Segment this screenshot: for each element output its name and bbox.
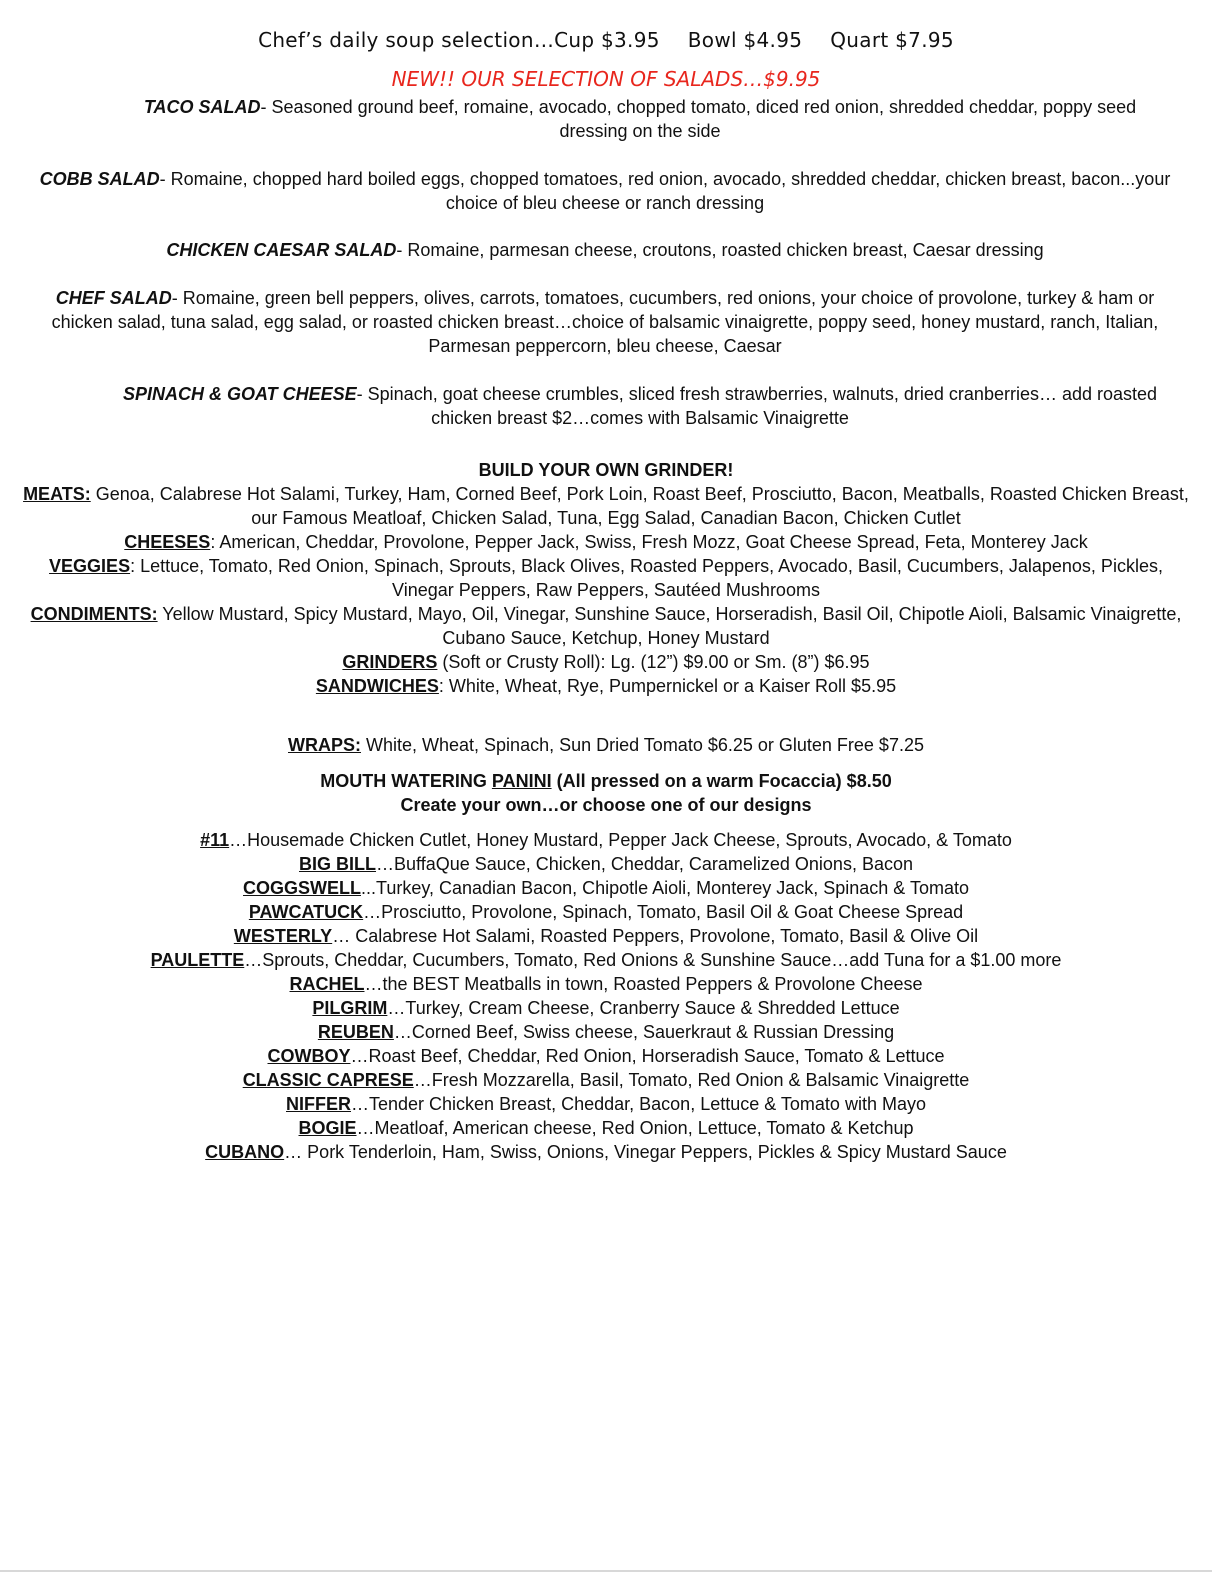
salad-item-chef xyxy=(30,286,1180,358)
salads-heading: NEW!! OUR SELECTION OF SALADS…$9.95 xyxy=(391,67,821,91)
condiments-list: Yellow Mustard, Spicy Mustard, Mayo, Oil, Vinegar, Sunshine Sauce, Horseradish, Basil Oil, Chipotle Aioli, Balsamic Vinaigrette, Cubano Sauce, Ketchup, Honey Mustard xyxy=(157,604,1182,648)
soup-cup-price: Chef’s daily soup selection…Cup $3.95 xyxy=(258,28,660,52)
cheeses-row xyxy=(20,530,1192,554)
page-bottom-divider xyxy=(0,1570,1212,1572)
list-item xyxy=(20,972,1192,996)
design-name: PAWCATUCK xyxy=(248,902,364,922)
grinders-price: (Soft or Crusty Roll): Lg. (12”) $9.00 or Sm. (8”) $6.95 xyxy=(437,652,870,672)
salad-item-caesar xyxy=(30,238,1180,262)
cheeses-label: CHEESES xyxy=(124,532,211,552)
soup-quart-price: Quart $7.95 xyxy=(830,28,954,52)
salad-desc: - Romaine, chopped hard boiled eggs, chopped tomatoes, red onion, avocado, shredded cheddar, chicken breast, bacon...your choice of bleu cheese or ranch dressing xyxy=(159,169,1171,213)
sandwiches-price: : White, Wheat, Rye, Pumpernickel or a Kaiser Roll $5.95 xyxy=(438,676,897,696)
design-desc: …Corned Beef, Swiss cheese, Sauerkraut & Russian Dressing xyxy=(393,1022,895,1042)
wraps-price: White, Wheat, Spinach, Sun Dried Tomato $6.25 or Gluten Free $7.25 xyxy=(361,735,924,755)
salad-name: TACO SALAD xyxy=(143,97,261,117)
list-item xyxy=(20,1044,1192,1068)
panini-word: PANINI xyxy=(491,771,552,791)
list-item xyxy=(20,900,1192,924)
salad-item-cobb xyxy=(30,167,1180,215)
salad-desc: - Romaine, green bell peppers, olives, carrots, tomatoes, cucumbers, red onions, your choice of provolone, turkey & ham or chicken salad, tuna salad, egg salad, or roasted chicken breast…choice of balsamic vinaigrette, poppy seed, honey mustard, ranch, Italian, Parmesan peppercorn, bleu cheese, Caesar xyxy=(51,288,1159,356)
panini-designs xyxy=(20,828,1192,1164)
salad-desc: - Spinach, goat cheese crumbles, sliced fresh strawberries, walnuts, dried cranberries… add roasted chicken breast $2…comes with Balsamic Vinaigrette xyxy=(356,384,1158,428)
salad-desc: - Seasoned ground beef, romaine, avocado, chopped tomato, diced red onion, shredded cheddar, poppy seed dressing on the side xyxy=(260,97,1137,141)
design-name: PILGRIM xyxy=(312,998,388,1018)
salad-item-spinach xyxy=(100,382,1180,430)
list-item xyxy=(20,1068,1192,1092)
panini-subtitle: Create your own…or choose one of our designs xyxy=(400,795,812,815)
design-desc: …BuffaQue Sauce, Chicken, Cheddar, Caramelized Onions, Bacon xyxy=(376,854,913,874)
design-name: REUBEN xyxy=(317,1022,394,1042)
list-item xyxy=(20,1020,1192,1044)
sandwiches-label: SANDWICHES xyxy=(315,676,439,696)
list-item xyxy=(20,924,1192,948)
list-item xyxy=(20,1116,1192,1140)
sandwiches-row xyxy=(20,674,1192,698)
veggies-row xyxy=(20,554,1192,602)
design-desc: … Calabrese Hot Salami, Roasted Peppers, Provolone, Tomato, Basil & Olive Oil xyxy=(332,926,979,946)
design-desc: …Sprouts, Cheddar, Cucumbers, Tomato, Red Onions & Sunshine Sauce…add Tuna for a $1.00 more xyxy=(244,950,1062,970)
design-name: BIG BILL xyxy=(299,854,377,874)
grinders-label: GRINDERS xyxy=(342,652,438,672)
design-name: PAULETTE xyxy=(150,950,245,970)
condiments-label: CONDIMENTS: xyxy=(30,604,158,624)
list-item xyxy=(20,996,1192,1020)
salad-name: CHICKEN CAESAR SALAD xyxy=(166,240,397,260)
design-desc: …Roast Beef, Cheddar, Red Onion, Horseradish Sauce, Tomato & Lettuce xyxy=(350,1046,945,1066)
list-item xyxy=(20,828,1192,852)
design-name: COGGSWELL xyxy=(243,878,361,898)
design-desc: …the BEST Meatballs in town, Roasted Peppers & Provolone Cheese xyxy=(364,974,923,994)
design-desc: ...Turkey, Canadian Bacon, Chipotle Aioli, Monterey Jack, Spinach & Tomato xyxy=(361,878,969,898)
design-name: WESTERLY xyxy=(233,926,333,946)
veggies-label: VEGGIES xyxy=(49,556,131,576)
panini-title xyxy=(20,769,1192,793)
list-item xyxy=(20,852,1192,876)
list-item xyxy=(20,1092,1192,1116)
meats-row xyxy=(20,482,1192,530)
wraps-label: WRAPS: xyxy=(288,735,361,755)
design-desc: … Pork Tenderloin, Ham, Swiss, Onions, Vinegar Peppers, Pickles & Spicy Mustard Sauce xyxy=(284,1142,1007,1162)
design-name: BOGIE xyxy=(298,1118,357,1138)
salad-item-taco xyxy=(110,95,1170,143)
design-name: #11 xyxy=(200,830,230,850)
design-desc: …Meatloaf, American cheese, Red Onion, Lettuce, Tomato & Ketchup xyxy=(356,1118,914,1138)
salad-name: COBB SALAD xyxy=(39,169,160,189)
panini-heading xyxy=(20,769,1192,817)
design-name: COWBOY xyxy=(267,1046,351,1066)
grinder-title: BUILD YOUR OWN GRINDER! xyxy=(478,460,734,480)
grinders-row xyxy=(20,650,1192,674)
design-name: CLASSIC CAPRESE xyxy=(242,1070,414,1090)
grinder-ingredients xyxy=(20,482,1192,698)
panini-title-post: (All pressed on a warm Focaccia) $8.50 xyxy=(551,771,892,791)
condiments-row xyxy=(20,602,1192,650)
design-desc: …Fresh Mozzarella, Basil, Tomato, Red Onion & Balsamic Vinaigrette xyxy=(413,1070,970,1090)
design-name: RACHEL xyxy=(289,974,365,994)
panini-title-pre: MOUTH WATERING xyxy=(320,771,492,791)
design-desc: …Housemade Chicken Cutlet, Honey Mustard, Pepper Jack Cheese, Sprouts, Avocado, & Tomato xyxy=(229,830,1012,850)
design-desc: …Turkey, Cream Cheese, Cranberry Sauce & Shredded Lettuce xyxy=(387,998,900,1018)
design-name: CUBANO xyxy=(205,1142,285,1162)
cheeses-list: : American, Cheddar, Provolone, Pepper Jack, Swiss, Fresh Mozz, Goat Cheese Spread, Feta, Monterey Jack xyxy=(210,532,1088,552)
list-item xyxy=(20,876,1192,900)
salad-desc: - Romaine, parmesan cheese, croutons, roasted chicken breast, Caesar dressing xyxy=(396,240,1044,260)
wraps-row xyxy=(20,733,1192,757)
veggies-list: : Lettuce, Tomato, Red Onion, Spinach, Sprouts, Black Olives, Roasted Peppers, Avocado, Basil, Cucumbers, Jalapenos, Pickles, Vinegar Peppers, Raw Peppers, Sautéed Mushrooms xyxy=(130,556,1163,600)
soup-line xyxy=(0,28,1212,52)
list-item xyxy=(20,948,1192,972)
meats-list: Genoa, Calabrese Hot Salami, Turkey, Ham, Corned Beef, Pork Loin, Roast Beef, Prosciutto, Bacon, Meatballs, Roasted Chicken Breast, our Famous Meatloaf, Chicken Salad, Tuna, Egg Salad, Canadian Bacon, Chicken Cutlet xyxy=(90,484,1189,528)
salad-name: CHEF SALAD xyxy=(55,288,172,308)
design-desc: …Tender Chicken Breast, Cheddar, Bacon, Lettuce & Tomato with Mayo xyxy=(351,1094,926,1114)
soup-bowl-price: Bowl $4.95 xyxy=(687,28,803,52)
design-name: NIFFER xyxy=(286,1094,351,1114)
design-desc: …Prosciutto, Provolone, Spinach, Tomato, Basil Oil & Goat Cheese Spread xyxy=(363,902,964,922)
salad-name: SPINACH & GOAT CHEESE xyxy=(122,384,357,404)
list-item xyxy=(20,1140,1192,1164)
meats-label: MEATS: xyxy=(23,484,91,504)
